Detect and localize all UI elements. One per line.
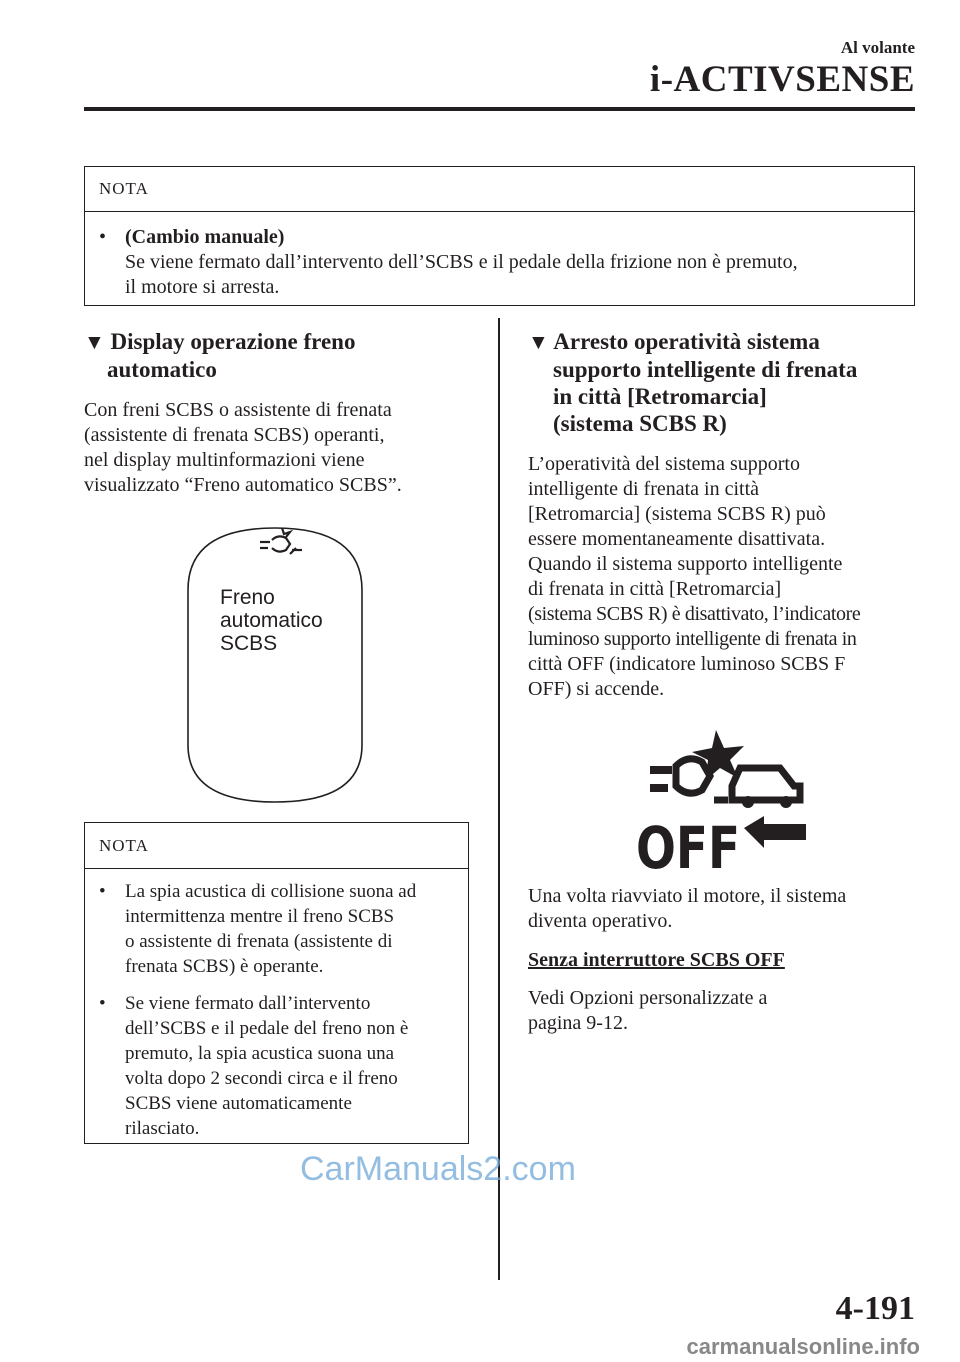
- display-line: SCBS: [220, 632, 278, 655]
- left-note-item: [99, 879, 454, 979]
- right-paragraph-line: diventa operativo.: [528, 910, 673, 932]
- section-subtitle: Al volante: [840, 38, 915, 57]
- off-label: OFF: [636, 814, 740, 870]
- left-note-line: intermittenza mentre il freno SCBS: [125, 906, 395, 927]
- right-paragraph-1: [528, 452, 920, 702]
- right-paragraph-3: [528, 986, 920, 1036]
- display-text: [220, 586, 323, 655]
- right-paragraph-line: OFF) si accende.: [528, 678, 665, 700]
- left-heading-line: Display operazione freno: [110, 329, 356, 354]
- right-paragraph-line: essere momentaneamente disattivata.: [528, 528, 826, 550]
- display-illustration: [180, 520, 370, 810]
- right-paragraph-line: luminoso supporto intelligente di frenata in: [528, 628, 857, 650]
- left-note-line: rilasciato.: [125, 1118, 200, 1139]
- right-paragraph-line: [Retromarcia] (sistema SCBS R) può: [528, 503, 826, 525]
- right-heading: [528, 328, 918, 437]
- left-heading-line: automatico: [107, 357, 217, 382]
- right-subheading: Senza interruttore SCBS OFF: [528, 949, 785, 971]
- right-paragraph-line: Una volta riavviato il motore, il sistema: [528, 885, 847, 907]
- right-heading-line: supporto intelligente di frenata: [553, 357, 858, 382]
- left-paragraph-line: Con freni SCBS o assistente di frenata: [84, 399, 392, 421]
- bullet: •: [99, 226, 107, 248]
- right-paragraph-line: Vedi Opzioni personalizzate a: [528, 987, 768, 1009]
- scbs-off-indicator-icon: [636, 728, 808, 870]
- bullet: •: [99, 881, 106, 902]
- right-heading-line: (sistema SCBS R): [553, 411, 727, 436]
- display-line: automatico: [220, 609, 323, 632]
- bullet: •: [99, 993, 106, 1014]
- left-note-line: frenata SCBS) è operante.: [125, 956, 324, 977]
- right-paragraph-line: intelligente di frenata in città: [528, 478, 760, 500]
- left-paragraph: [84, 398, 484, 498]
- right-paragraph-line: di frenata in città [Retromarcia]: [528, 578, 782, 600]
- top-note-item-title: (Cambio manuale): [125, 226, 285, 248]
- page-number: 4-191: [835, 1290, 915, 1327]
- left-note-line: o assistente di frenata (assistente di: [125, 931, 393, 952]
- right-heading-line: in città [Retromarcia]: [553, 384, 767, 409]
- right-paragraph-2: [528, 884, 920, 934]
- heading-marker: ▼: [528, 330, 549, 354]
- left-note-title: NOTA: [85, 823, 468, 869]
- left-note-line: volta dopo 2 secondi circa e il freno: [125, 1068, 398, 1089]
- left-paragraph-line: nel display multinformazioni viene: [84, 449, 365, 471]
- left-paragraph-line: (assistente di frenata SCBS) operanti,: [84, 424, 385, 446]
- left-note-box: [84, 822, 469, 1144]
- right-paragraph-line: (sistema SCBS R) è disattivato, l’indicatore: [528, 603, 861, 625]
- header-rule: [84, 107, 915, 111]
- top-note-line: Se viene fermato dall’intervento dell’SCBS e il pedale della frizione non è premuto,: [125, 251, 798, 273]
- left-heading: [84, 328, 484, 383]
- section-title: i-ACTIVSENSE: [649, 59, 915, 100]
- right-heading-line: Arresto operatività sistema: [553, 329, 820, 354]
- display-line: Freno: [220, 586, 275, 609]
- heading-marker: ▼: [84, 330, 105, 354]
- top-note-line: il motore si arresta.: [125, 276, 280, 298]
- left-note-line: dell’SCBS e il pedale del freno non è: [125, 1018, 409, 1039]
- top-note-item: [99, 225, 900, 300]
- right-paragraph-line: Quando il sistema supporto intelligente: [528, 553, 843, 575]
- watermark: CarManuals2.com: [300, 1150, 576, 1188]
- left-note-line: Se viene fermato dall’intervento: [125, 993, 371, 1014]
- left-note-item: [99, 991, 454, 1141]
- right-paragraph-line: pagina 9-12.: [528, 1012, 628, 1034]
- top-note-title: NOTA: [85, 167, 914, 212]
- column-divider: [498, 318, 500, 1280]
- right-paragraph-line: L’operatività del sistema supporto: [528, 453, 800, 475]
- left-note-line: La spia acustica di collisione suona ad: [125, 881, 417, 902]
- footer-watermark: carmanualsonline.info: [686, 1334, 920, 1359]
- left-note-line: SCBS viene automaticamente: [125, 1093, 352, 1114]
- left-note-line: premuto, la spia acustica suona una: [125, 1043, 395, 1064]
- right-paragraph-line: città OFF (indicatore luminoso SCBS F: [528, 653, 846, 675]
- left-paragraph-line: visualizzato “Freno automatico SCBS”.: [84, 474, 402, 496]
- top-note-box: [84, 166, 915, 306]
